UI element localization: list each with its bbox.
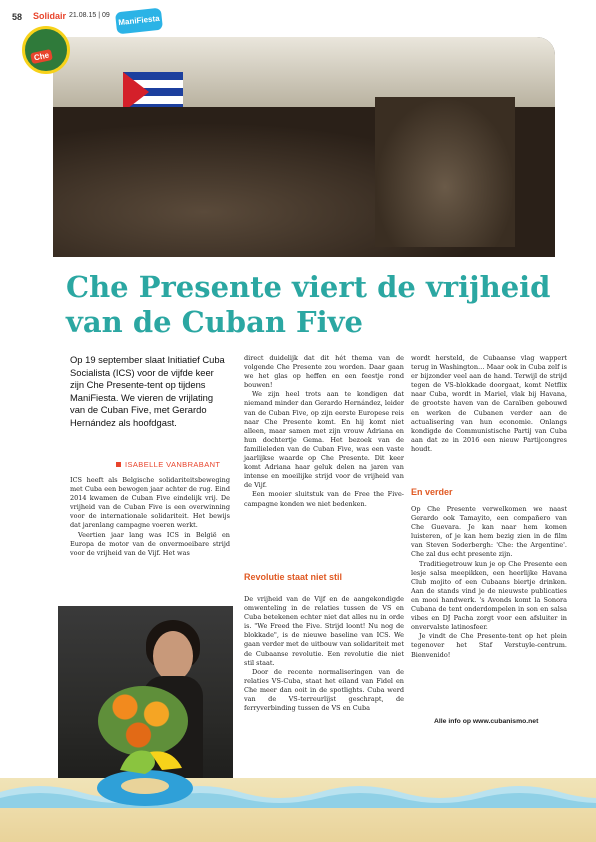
- paragraph: De vrijheid van de Vijf en de aangekondigde omwenteling in de relaties tussen de VS en Cuba betekenen echter niet dat alles nu in orde is. "We Freed the Five. Strijd loont! Nu nog de blokkade", is de nieuwe baseline van ICS. We gaan verder met de uitbouw van solidariteit met de Cubaanse revolutie. Een revolutie die niet stil staat.: [244, 595, 404, 667]
- subheading-revolutie: Revolutie staat niet stil: [244, 572, 343, 582]
- column-1: [70, 476, 230, 558]
- author-byline: ISABELLE VANBRABANT: [116, 460, 220, 469]
- column-3: [411, 354, 567, 454]
- contact-info: Alle info op www.cubanismo.net: [434, 718, 539, 725]
- subheading-en-verder: En verder: [411, 487, 453, 497]
- column-2-continued: [244, 595, 404, 713]
- manifiesta-logo: ManiFiesta: [115, 8, 163, 35]
- paragraph: direct duidelijk dat dit hét thema van de volgende Che Presente zou worden. Daar gaan we het glas op heffen en een feestje rond bouwen!: [244, 354, 404, 390]
- che-logo: [22, 26, 70, 74]
- article-lead: Op 19 september slaat Initiatief Cuba Socialista (ICS) voor de vijfde keer zijn Che Presente-tent op tijdens ManiFiesta. We vieren de vrijlating van de Cuban Five, met Gerardo Hernández als hoofdgast.: [70, 354, 225, 428]
- article-title: Che Presente viert de vrijheid van de Cuban Five: [66, 270, 551, 339]
- page-header: [0, 0, 596, 36]
- paragraph: We zijn heel trots aan te kondigen dat niemand minder dan Gerardo Hernández, leider van de Cuban Five, op zijn eerste Europese reis naar Che Presente komt. En hij komt niet alleen, maar samen met zijn vrouw Adriana en hun dochtertje Gema. Het bezoek van de familieleden van de Cuban Five, was een vaste jaarlijkse waarde op Che Presente. Dit keer komt Adriana haar geluk delen na jaren van intense en moeilijke strijd voor de vrijheid van de Vijf.: [244, 390, 404, 490]
- brand-name: Solidair: [33, 11, 67, 21]
- column-2: [244, 354, 404, 509]
- paragraph: ICS heeft als Belgische solidariteitsbeweging met Cuba een bewogen jaar achter de rug. Eind 2014 kwamen de Cuban Five eindelijk vrij. De vrijheid van de Cuban Five is een overwinning voor de internationale solidariteit. Het bewijs dat jarenlang campagne voeren werkt.: [70, 476, 230, 530]
- page-number: 58: [12, 12, 23, 22]
- paragraph: Door de recente normaliseringen van de relaties VS-Cuba, staat het eiland van Fidel en Che meer dan ooit in de spotlights. Cuba werd van de VS-terreurlijst geschrapt, de ferryverbinding tussen de VS en Cuba: [244, 667, 404, 713]
- swim-ring-icon: [90, 740, 200, 810]
- paragraph: wordt hersteld, de Cubaanse vlag wappert terug in Washington… Maar ook in Cuba zelf is er bijzonder veel aan de hand. Terwijl de strijd tegen de VS-blokkade doorgaat, komt Netflix naar Cuba, wordt in Mariel, vlak bij Havana, de grootste haven van de Caraïben gebouwd en werken de Cubanen verder aan de actualisering van hun economie. Onlangs kondigde de Communistische Partij van Cuba aan dat ze in 2016 een nieuw Partijcongres houdt.: [411, 354, 567, 453]
- paragraph: Op Che Presente verwelkomen we naast Gerardo ook Tamayito, een compañero van Che Guevara. Je kan naar hem komen luisteren, of je kan hem bezig zien in de film van Steven Soderbergh: 'Che: the Argentine'. Che zal dus echt presente zijn.: [411, 505, 567, 559]
- band: [375, 97, 515, 247]
- issue-date: 21.08.15 | 09: [69, 12, 110, 19]
- column-3-continued: [411, 505, 567, 660]
- paragraph: Traditiegetrouw kun je op Che Presente een lesje salsa meepikken, een heerlijke Havana Club mojito of een Cubaans biertje drinken. Aan de stands vind je de nieuwste publicaties en mooi handwerk. 's Avonds komt la Sonora Cubana de tent onderdompelen in son en salsa vibes en DJ Pacha zorgt voor een afsluiter in onvervalste latinosfeer.: [411, 559, 567, 632]
- paragraph: Je vindt de Che Presente-tent op het plein tegenover het Staf Verstuyle-centrum. Bienvenido!: [411, 632, 567, 659]
- paragraph: Een mooier sluitstuk van de Free the Five-campagne konden we niet bedenken.: [244, 490, 404, 508]
- paragraph: Veertien jaar lang was ICS in België en Europa de motor van de onvermoeibare strijd voor de vrijheid van de Vijf. Het was: [70, 530, 230, 557]
- party-tent-photo: [53, 37, 555, 257]
- che-badge: Che: [30, 49, 53, 64]
- cuban-flag: [123, 72, 183, 112]
- face: [153, 631, 193, 681]
